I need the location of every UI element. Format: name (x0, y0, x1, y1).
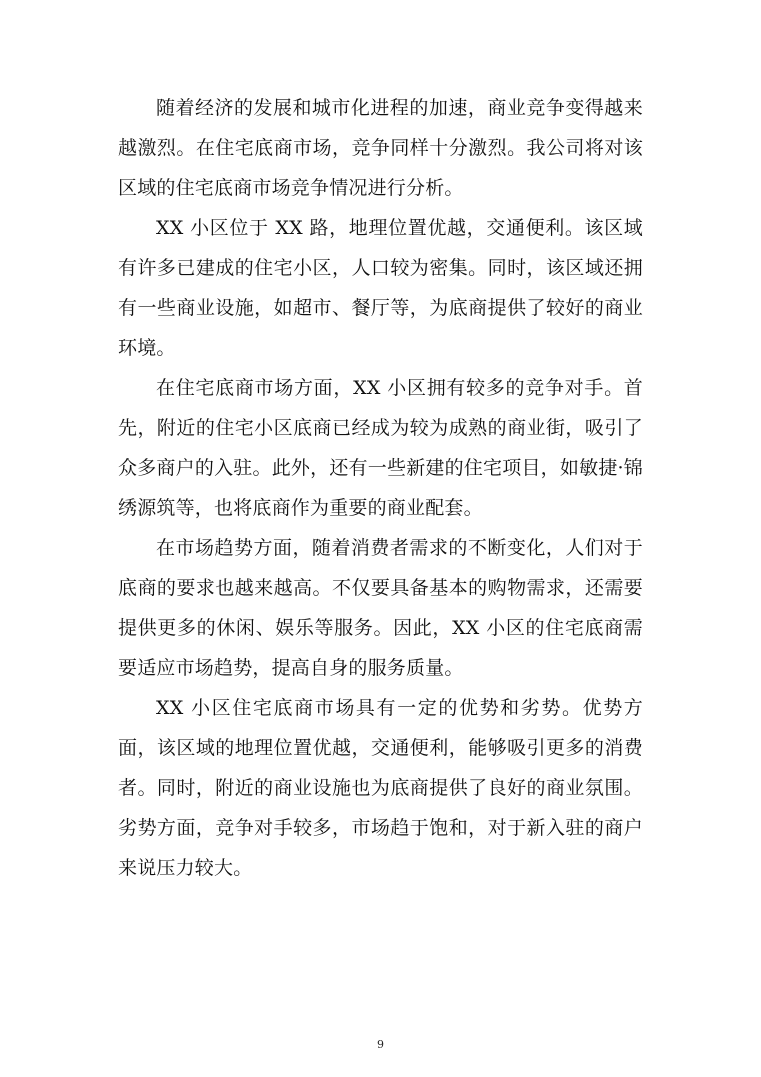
paragraph-intro: 随着经济的发展和城市化进程的加速，商业竞争变得越来越激烈。在住宅底商市场，竞争同样十分激烈。我公司将对该区域的住宅底商市场竞争情况进行分析。 (118, 97, 643, 199)
document-body (118, 88, 643, 888)
paragraph-competition: 在住宅底商市场方面，XX 小区拥有较多的竞争对手。首先，附近的住宅小区底商已经成为较为成熟的商业街，吸引了众多商户的入驻。此外，还有一些新建的住宅项目，如敏捷·锦绣源筑等，也将底商作为重要的商业配套。 (118, 377, 643, 519)
page-number: 9 (377, 1038, 384, 1051)
paragraph-swot: XX 小区住宅底商市场具有一定的优势和劣势。优势方面，该区域的地理位置优越，交通便利，能够吸引更多的消费者。同时，附近的商业设施也为底商提供了良好的商业氛围。劣势方面，竞争对手较多，市场趋于饱和，对于新入驻的商户来说压力较大。 (118, 697, 643, 879)
paragraph-location: XX 小区位于 XX 路，地理位置优越，交通便利。该区域有许多已建成的住宅小区，人口较为密集。同时，该区域还拥有一些商业设施，如超市、餐厅等，为底商提供了较好的商业环境。 (118, 217, 643, 359)
paragraph-market-trend: 在市场趋势方面，随着消费者需求的不断变化，人们对于底商的要求也越来越高。不仅要具备基本的购物需求，还需要提供更多的休闲、娱乐等服务。因此，XX 小区的住宅底商需要适应市场趋势，提高自身的服务质量。 (118, 537, 643, 679)
